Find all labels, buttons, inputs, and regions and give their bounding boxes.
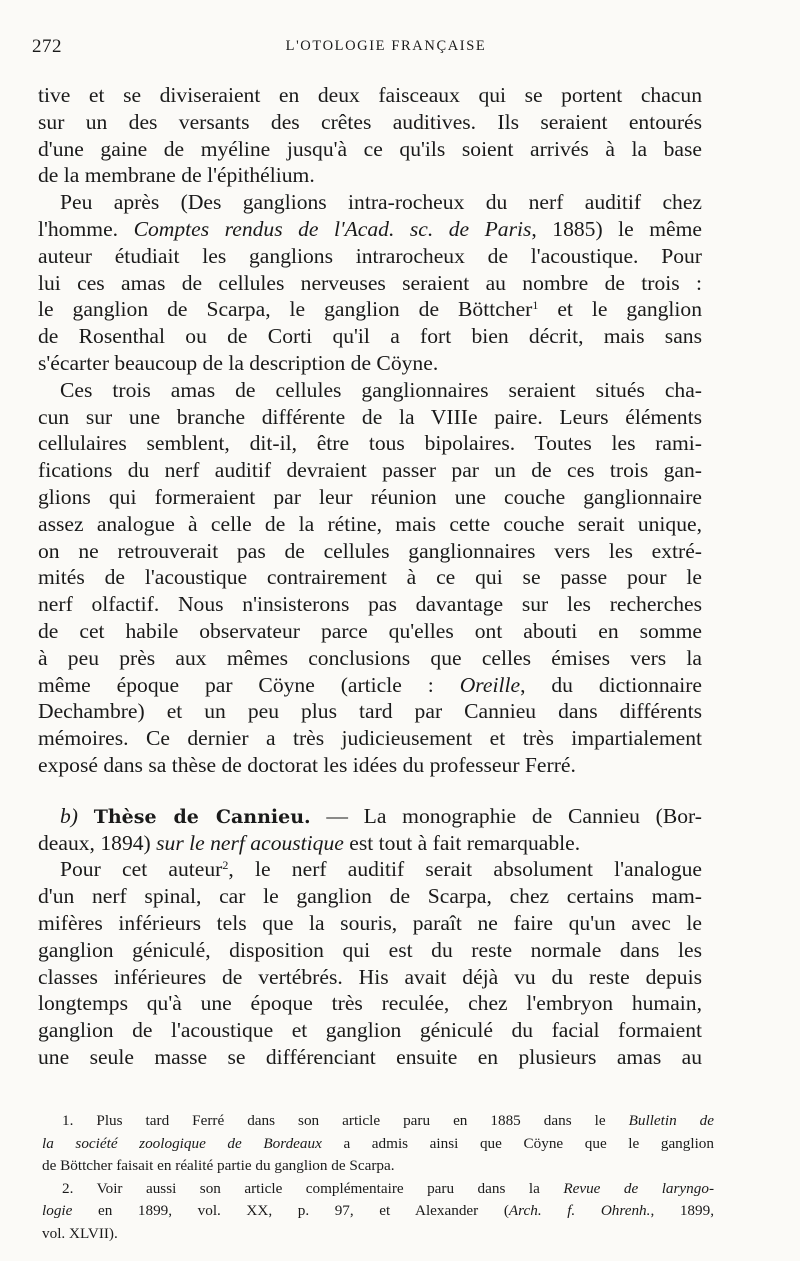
- text-line: auteur étudiait les ganglions intrarocheux de l'acoustique. Pour: [38, 243, 702, 268]
- text-line: exposé dans sa thèse de doctorat les idées du professeur Ferré.: [38, 752, 576, 777]
- text-line: Peu après (Des ganglions intra-rocheux du nerf auditif chez: [60, 190, 702, 215]
- text-line: lui ces amas de cellules nerveuses seraient au nombre de trois :: [38, 270, 702, 295]
- text-line: fications du nerf auditif devraient passer par un de ces trois gan-: [38, 458, 702, 483]
- text-line: mifères inférieurs tels que la souris, paraît ne faire qu'un avec le: [38, 910, 702, 935]
- text-run: , 1885) le même: [531, 216, 703, 241]
- text-line: Dechambre) et un peu plus tard par Cannieu dans différents: [38, 699, 702, 724]
- text-line: cellulaires semblent, dit-il, être tous bipolaires. Toutes les rami-: [38, 431, 702, 456]
- text-run: même époque par Cöyne (article :: [38, 672, 460, 697]
- text-line: [38, 672, 702, 699]
- text-line: [38, 216, 702, 243]
- footnote-marker: 1: [532, 298, 539, 313]
- text-line: s'écarter beaucoup de la description de Cöyne.: [38, 350, 439, 375]
- text-line: mémoires. Ce dernier a très judicieusement et très impartialement: [38, 726, 702, 751]
- text-run: a admis ainsi que Cöyne que le ganglion: [321, 1134, 714, 1152]
- journal-title: la société zoologique de Bordeaux: [42, 1134, 322, 1152]
- footnote-1-line: de Böttcher faisait en réalité partie du ganglion de Scarpa.: [42, 1157, 395, 1175]
- journal-title: Revue de laryngo-: [563, 1179, 714, 1197]
- text-run: est tout à fait remarquable.: [343, 830, 581, 855]
- text-line: assez analogue à celle de la rétine, mais cette couche serait unique,: [38, 511, 702, 536]
- section-heading-line: [38, 803, 702, 830]
- text-line: de Rosenthal ou de Corti qu'il a fort bien décrit, mais sans: [38, 324, 702, 349]
- text-run: , 1899,: [650, 1202, 715, 1220]
- body-text: [38, 82, 702, 1071]
- text-line: ganglion géniculé, disposition qui est du reste normale dans les: [38, 937, 702, 962]
- running-title: L'OTOLOGIE FRANÇAISE: [285, 38, 487, 54]
- text-line: tive et se diviseraient en deux faisceaux qui se portent chacun: [38, 83, 702, 107]
- text-line: nerf olfactif. Nous n'insisterons pas davantage sur les recherches: [38, 592, 702, 617]
- text-line: sur un des versants des crêtes auditives. Ils seraient entourés: [38, 109, 702, 134]
- footnote-marker: 2: [222, 858, 229, 873]
- text-run: , du dictionnaire: [520, 672, 703, 697]
- text-line: Ces trois amas de cellules ganglionnaires seraient situés cha-: [60, 377, 702, 402]
- footnote-1-line: [42, 1110, 714, 1133]
- text-line: glions qui formeraient par leur réunion une couche ganglionnaire: [38, 484, 702, 509]
- page-header: [32, 36, 740, 64]
- journal-title: Arch. f. Ohrenh.: [508, 1202, 651, 1220]
- text-line: [38, 856, 702, 883]
- text-line: [38, 830, 702, 857]
- journal-title: Bulletin de: [628, 1112, 714, 1129]
- text-run: — La monographie de Cannieu (Bor-: [310, 803, 702, 828]
- article-title: Oreille: [459, 672, 521, 697]
- text-line: d'un nerf spinal, car le ganglion de Scarpa, chez certains mam-: [38, 884, 702, 909]
- text-line: on ne retrouverait pas de cellules ganglionnaires vers les extré-: [38, 538, 702, 563]
- footnote-2-line: vol. XLVII).: [42, 1224, 118, 1242]
- footnotes: [42, 1110, 714, 1246]
- footnote-2-line: [42, 1200, 714, 1223]
- text-line: ganglion de l'acoustique et ganglion géniculé du facial formaient: [38, 1018, 702, 1043]
- text-line: [38, 296, 702, 323]
- text-run: deaux, 1894): [38, 830, 157, 855]
- text-line: une seule masse se différenciant ensuite en plusieurs amas au: [38, 1044, 702, 1069]
- text-line: longtemps qu'à une époque très reculée, chez l'embryon humain,: [38, 991, 702, 1016]
- text-line: mités de l'acoustique contrairement à ce qui se passe pour le: [38, 565, 702, 590]
- section-letter: b): [60, 803, 78, 828]
- text-line: classes inférieures de vertébrés. His avait déjà vu du reste depuis: [38, 964, 702, 989]
- text-run: Pour cet auteur: [60, 857, 223, 882]
- text-run: 1. Plus tard Ferré dans son article paru en 1885 dans le: [62, 1112, 629, 1129]
- text-line: à peu près aux mêmes conclusions que celles émises vers la: [38, 645, 702, 670]
- text-line: de cet habile observateur parce qu'elles ont abouti en somme: [38, 618, 702, 643]
- journal-title: Comptes rendus de l'Acad. sc. de Paris: [133, 216, 532, 241]
- text-run: le ganglion de Scarpa, le ganglion de Böttcher: [38, 297, 533, 322]
- text-line: cun sur une branche différente de la VIIIe paire. Leurs éléments: [38, 404, 702, 429]
- journal-title: logie: [42, 1202, 73, 1220]
- text-line: de la membrane de l'épithélium.: [38, 163, 315, 188]
- text-run: , le nerf auditif serait absolument l'analogue: [228, 857, 702, 882]
- text-run: 2. Voir aussi son article complémentaire paru dans la: [62, 1179, 564, 1197]
- book-title: sur le nerf acoustique: [156, 830, 344, 855]
- footnote-1-line: [42, 1133, 714, 1156]
- section-gap: [38, 779, 702, 803]
- page-number: 272: [32, 36, 62, 57]
- text-run: l'homme.: [38, 216, 134, 241]
- footnote-2-line: [42, 1178, 714, 1201]
- text-line: d'une gaine de myéline jusqu'à ce qu'ils soient arrivés à la base: [38, 136, 702, 161]
- section-heading: Thèse de Cannieu.: [93, 805, 311, 828]
- text-run: et le ganglion: [538, 297, 703, 322]
- text-run: en 1899, vol. XX, p. 97, et Alexander (: [72, 1202, 509, 1220]
